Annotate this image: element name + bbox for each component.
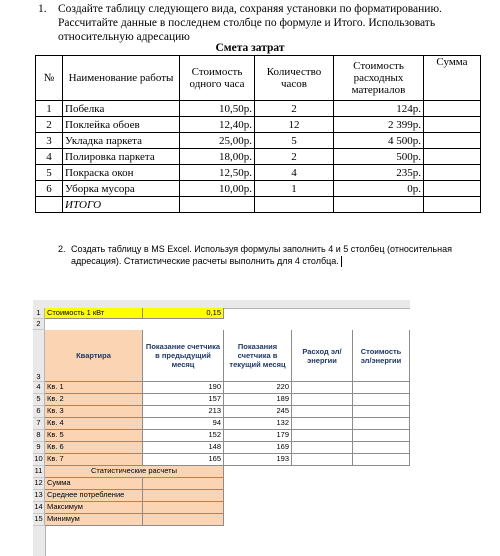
row-hours: 5: [255, 133, 334, 149]
row-header[interactable]: 4: [33, 382, 45, 394]
apartment-cell[interactable]: Кв. 2: [45, 394, 143, 406]
stats-label-cell[interactable]: Среднее потребление: [45, 490, 143, 502]
row-header[interactable]: 14: [33, 502, 45, 514]
row-materials: 4 500р.: [334, 133, 424, 149]
total-sum-cell: [424, 197, 481, 213]
header-hours: Количество часов: [255, 56, 334, 101]
apartment-cell[interactable]: Кв. 5: [45, 430, 143, 442]
cur-reading-cell[interactable]: 169: [224, 442, 292, 454]
row-number: 6: [36, 181, 63, 197]
task-2-number: 2.: [58, 244, 66, 254]
stats-value-cell[interactable]: [143, 502, 224, 514]
cur-reading-cell[interactable]: 245: [224, 406, 292, 418]
prev-reading-cell[interactable]: 152: [143, 430, 224, 442]
row-header[interactable]: 10: [33, 454, 45, 466]
consumption-cell[interactable]: [292, 442, 353, 454]
row-materials: 235р.: [334, 165, 424, 181]
prev-reading-cell[interactable]: 165: [143, 454, 224, 466]
table-row: [36, 181, 481, 197]
prev-reading-cell[interactable]: 148: [143, 442, 224, 454]
consumption-cell[interactable]: [292, 382, 353, 394]
header-price: Стоимость одного часа: [180, 56, 255, 101]
total-row: [36, 197, 481, 213]
row-header[interactable]: 12: [33, 478, 45, 490]
row-header-filler: [33, 526, 46, 556]
prev-reading-cell[interactable]: 157: [143, 394, 224, 406]
row-header-label: 3: [36, 372, 41, 381]
excel-sheet: [33, 300, 410, 556]
table-row: [36, 149, 481, 165]
row-price: 18,00р.: [180, 149, 255, 165]
header-materials: Стоимость расходных материалов: [334, 56, 424, 101]
consumption-cell[interactable]: [292, 394, 353, 406]
cur-reading-cell[interactable]: 189: [224, 394, 292, 406]
consumption-cell[interactable]: [292, 430, 353, 442]
row-price: 10,50р.: [180, 101, 255, 117]
cost-value-cell[interactable]: 0,15: [143, 308, 224, 319]
row-price: 12,50р.: [180, 165, 255, 181]
total-empty-cell: [255, 197, 334, 213]
cost-cell[interactable]: [353, 430, 410, 442]
row-materials: 500р.: [334, 149, 424, 165]
row-header[interactable]: 5: [33, 394, 45, 406]
row-sum: [424, 181, 481, 197]
row-name: Укладка паркета: [63, 133, 180, 149]
apartment-cell[interactable]: Кв. 3: [45, 406, 143, 418]
row-sum: [424, 117, 481, 133]
stats-title-cell[interactable]: Статистические расчеты: [45, 466, 224, 478]
table-row: [36, 165, 481, 181]
header-number: №: [36, 56, 63, 101]
cur-reading-cell[interactable]: 193: [224, 454, 292, 466]
stats-value-cell[interactable]: [143, 490, 224, 502]
row-name: Покраска окон: [63, 165, 180, 181]
cost-cell[interactable]: [353, 442, 410, 454]
row-sum: [424, 133, 481, 149]
row-price: 12,40р.: [180, 117, 255, 133]
stats-value-cell[interactable]: [143, 514, 224, 526]
row-hours: 1: [255, 181, 334, 197]
row-sum: [424, 149, 481, 165]
row-materials: 0р.: [334, 181, 424, 197]
cur-reading-cell[interactable]: 220: [224, 382, 292, 394]
consumption-cell[interactable]: [292, 454, 353, 466]
row-price: 10,00р.: [180, 181, 255, 197]
prev-reading-cell[interactable]: 190: [143, 382, 224, 394]
row-header[interactable]: 8: [33, 430, 45, 442]
task-2-text: [71, 243, 489, 267]
prev-reading-cell[interactable]: 213: [143, 406, 224, 418]
total-empty-cell: [36, 197, 63, 213]
smeta-header-row: [36, 56, 481, 101]
row-hours: 4: [255, 165, 334, 181]
header-sum: Сумма: [424, 56, 481, 101]
stats-label-cell[interactable]: Максимум: [45, 502, 143, 514]
apartment-cell[interactable]: Кв. 4: [45, 418, 143, 430]
header-cost[interactable]: Стоимость эл/энергии: [353, 330, 410, 382]
table-row: [36, 133, 481, 149]
row-materials: 124р.: [334, 101, 424, 117]
total-label: ИТОГО: [63, 197, 180, 213]
cost-cell[interactable]: [353, 418, 410, 430]
row-header[interactable]: 11: [33, 466, 45, 478]
stats-label-cell[interactable]: Минимум: [45, 514, 143, 526]
row-hours: 2: [255, 149, 334, 165]
stats-label-cell[interactable]: Сумма: [45, 478, 143, 490]
row-header[interactable]: [33, 330, 45, 382]
row-name: Уборка мусора: [63, 181, 180, 197]
apartment-cell[interactable]: Кв. 1: [45, 382, 143, 394]
cost-cell[interactable]: [353, 394, 410, 406]
cost-cell[interactable]: [353, 406, 410, 418]
table-row: [36, 117, 481, 133]
row-header[interactable]: 6: [33, 406, 45, 418]
row-name: Полировка паркета: [63, 149, 180, 165]
total-empty-cell: [180, 197, 255, 213]
total-empty-cell: [334, 197, 424, 213]
row-header[interactable]: 13: [33, 490, 45, 502]
task-1-text: Создайте таблицу следующего вида, сохраняя установки по форматированию. Рассчитайте данные в последнем столбце по формуле и Итого. Использовать относительную адресацию: [58, 3, 442, 43]
row-hours: 2: [255, 101, 334, 117]
row-number: 2: [36, 117, 63, 133]
header-apartment[interactable]: Квартира: [45, 330, 143, 382]
header-consumption[interactable]: Расход эл/энергии: [292, 330, 353, 382]
row-number: 3: [36, 133, 63, 149]
smeta-title: Смета затрат: [215, 42, 285, 54]
consumption-cell[interactable]: [292, 418, 353, 430]
header-cur-reading[interactable]: Показания счетчика в текущий месяц: [224, 330, 292, 382]
text-cursor: [341, 256, 342, 267]
cur-reading-cell[interactable]: 132: [224, 418, 292, 430]
row-number: 1: [36, 101, 63, 117]
header-name: Наименование работы: [63, 56, 180, 101]
cost-label-cell[interactable]: Стоимость 1 кВт: [45, 308, 143, 319]
row-materials: 2 399р.: [334, 117, 424, 133]
row-name: Поклейка обоев: [63, 117, 180, 133]
row-price: 25,00р.: [180, 133, 255, 149]
row-header[interactable]: 9: [33, 442, 45, 454]
row-header[interactable]: 1: [33, 308, 45, 319]
task-1-number: 1.: [38, 3, 47, 15]
row-sum: [424, 165, 481, 181]
header-prev-reading[interactable]: Показание счетчика в предыдущий месяц: [143, 330, 224, 382]
table-row: [36, 101, 481, 117]
cost-cell[interactable]: [353, 382, 410, 394]
task-2-body: Создать таблицу в MS Excel. Используя формулы заполнить 4 и 5 столбец (относительная адресация). Статистические расчеты выполнить для 4 столбца.: [71, 244, 452, 266]
apartment-cell[interactable]: Кв. 6: [45, 442, 143, 454]
apartment-cell[interactable]: Кв. 7: [45, 454, 143, 466]
row-name: Побелка: [63, 101, 180, 117]
row-number: 4: [36, 149, 63, 165]
cost-cell[interactable]: [353, 454, 410, 466]
stats-value-cell[interactable]: [143, 478, 224, 490]
row-header[interactable]: 7: [33, 418, 45, 430]
row-sum: [424, 101, 481, 117]
smeta-table: [35, 55, 481, 213]
cur-reading-cell[interactable]: 179: [224, 430, 292, 442]
row-header[interactable]: 2: [33, 319, 45, 330]
consumption-cell[interactable]: [292, 406, 353, 418]
prev-reading-cell[interactable]: 94: [143, 418, 224, 430]
row-hours: 12: [255, 117, 334, 133]
row-header[interactable]: 15: [33, 514, 45, 526]
row-number: 5: [36, 165, 63, 181]
